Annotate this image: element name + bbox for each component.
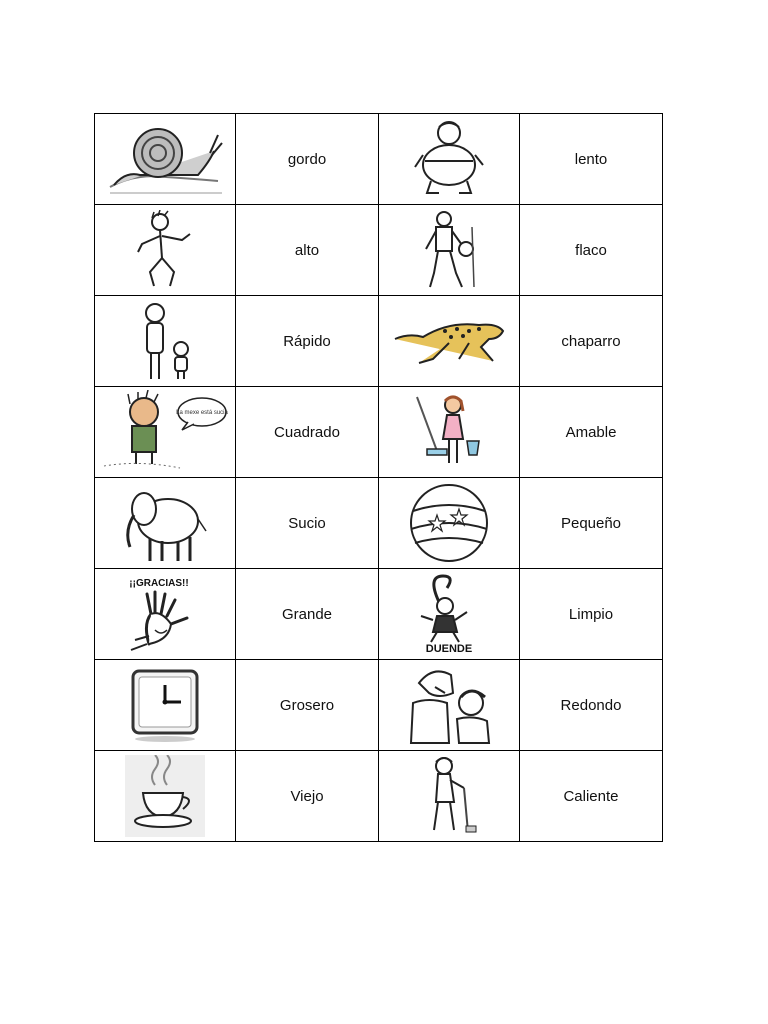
word-cell: Rápido — [236, 296, 379, 387]
table-row — [95, 387, 663, 478]
left-image-cell — [95, 296, 236, 387]
elephant-icon — [120, 481, 210, 565]
word-cell: alto — [236, 205, 379, 296]
left-image-cell — [95, 387, 236, 478]
right-image-cell — [379, 478, 520, 569]
left-image-cell — [95, 205, 236, 296]
cheetah-icon — [389, 311, 509, 371]
word-cell: Sucio — [236, 478, 379, 569]
tall-and-short-kids-icon — [125, 299, 205, 383]
right-image-cell — [379, 387, 520, 478]
table-row — [95, 296, 663, 387]
fat-man-icon — [409, 119, 489, 199]
hot-coffee-icon — [125, 755, 205, 837]
word-cell: chaparro — [520, 296, 663, 387]
snail-icon — [106, 121, 224, 197]
word-cell: flaco — [520, 205, 663, 296]
goblin-icon — [409, 572, 489, 656]
right-image-cell — [379, 660, 520, 751]
old-man-icon — [414, 754, 484, 838]
word-cell: Caliente — [520, 751, 663, 842]
table-row — [95, 478, 663, 569]
right-image-cell — [379, 569, 520, 660]
word-cell: Cuadrado — [236, 387, 379, 478]
scared-man-icon — [130, 210, 200, 290]
left-image-cell — [95, 478, 236, 569]
right-image-cell — [379, 205, 520, 296]
basketball-player-icon — [414, 209, 484, 291]
word-cell: Limpio — [520, 569, 663, 660]
dirty-kid-icon — [100, 390, 230, 474]
table-row — [95, 205, 663, 296]
word-cell: gordo — [236, 114, 379, 205]
table-row — [95, 751, 663, 842]
table-row — [95, 114, 663, 205]
table-row — [95, 660, 663, 751]
word-cell: Grosero — [236, 660, 379, 751]
word-cell: Viejo — [236, 751, 379, 842]
word-cell: lento — [520, 114, 663, 205]
thanks-text: ¡¡GRACIAS!! — [129, 578, 189, 589]
ball-icon — [407, 481, 491, 565]
left-image-cell — [95, 751, 236, 842]
clock-icon — [125, 665, 205, 745]
hand-thanks-icon — [125, 574, 205, 654]
right-image-cell — [379, 296, 520, 387]
table-row — [95, 569, 663, 660]
goblin-text: DUENDE — [425, 643, 473, 655]
word-cell: Grande — [236, 569, 379, 660]
right-image-cell — [379, 751, 520, 842]
girl-mopping-icon — [409, 391, 489, 473]
right-image-cell — [379, 114, 520, 205]
speech-text: La mexe está sucia — [176, 410, 228, 416]
rude-man-icon — [399, 663, 499, 747]
vocabulary-grid — [94, 113, 663, 842]
word-cell: Pequeño — [520, 478, 663, 569]
word-cell: Amable — [520, 387, 663, 478]
word-cell: Redondo — [520, 660, 663, 751]
left-image-cell — [95, 569, 236, 660]
left-image-cell — [95, 114, 236, 205]
left-image-cell — [95, 660, 236, 751]
